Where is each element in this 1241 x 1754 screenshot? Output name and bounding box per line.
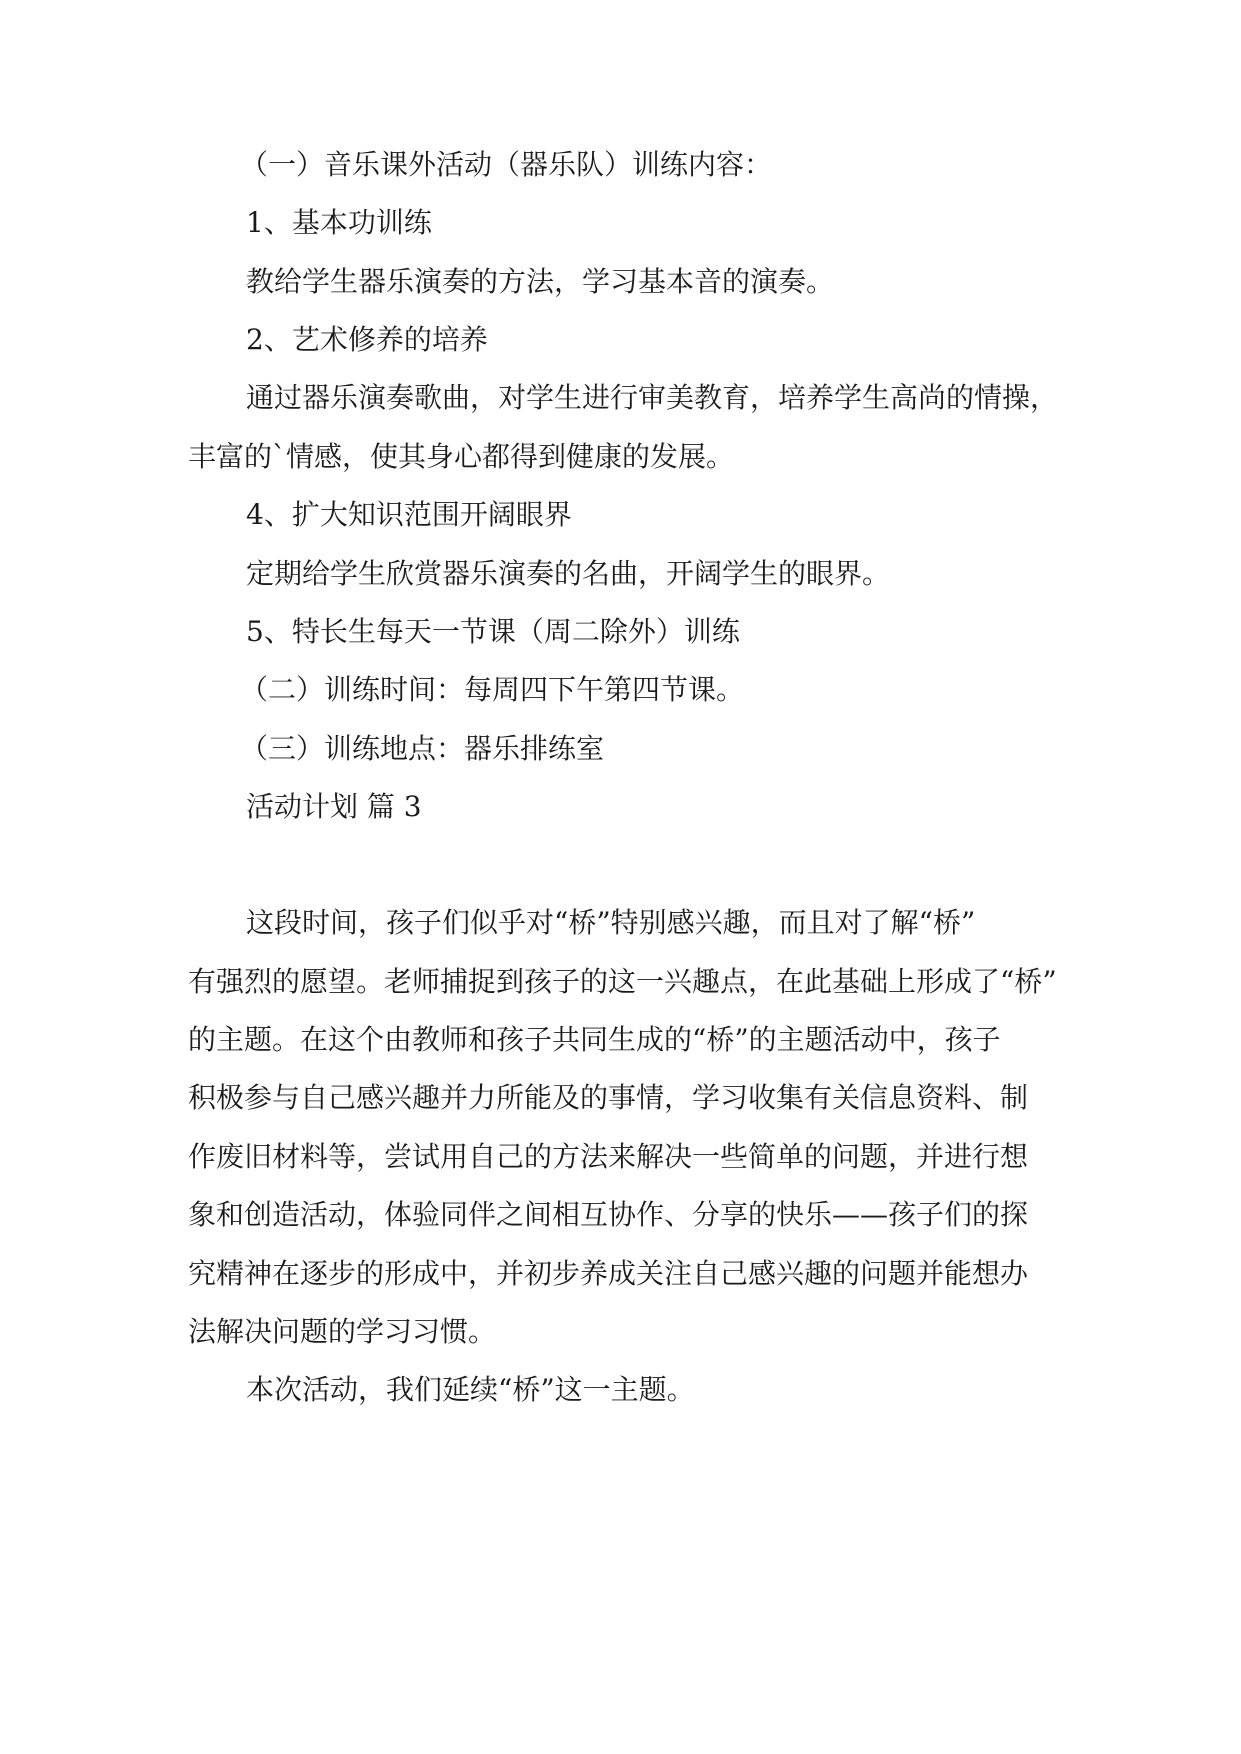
- paragraph-art-cultivation-line-2: 丰富的`情感，使其身心都得到健康的发展。: [188, 440, 735, 473]
- paragraph-bridge-line-6: 象和创造活动，体验同伴之间相互协作、分享的快乐——孩子们的探: [188, 1198, 1029, 1231]
- paragraph-bridge-line-2: 有强烈的愿望。老师捕捉到孩子的这一兴趣点，在此基础上形成了“桥”: [188, 965, 1057, 998]
- paragraph-continue-theme: 本次活动，我们延续“桥”这一主题。: [246, 1373, 695, 1406]
- item-art-cultivation: 2、艺术修养的培养: [246, 323, 488, 356]
- item-specialty-students: 5、特长生每天一节课（周二除外）训练: [246, 615, 740, 648]
- section-title-activity-plan-3: 活动计划 篇 3: [246, 790, 422, 823]
- paragraph-art-cultivation-line-1: 通过器乐演奏歌曲，对学生进行审美教育，培养学生高尚的情操，: [246, 381, 1059, 414]
- paragraph-bridge-line-7: 究精神在逐步的形成中，并初步养成关注自己感兴趣的问题并能想办: [188, 1257, 1029, 1290]
- heading-training-time: （二）训练时间：每周四下午第四节课。: [240, 673, 745, 706]
- paragraph-bridge-line-3: 的主题。在这个由教师和孩子共同生成的“桥”的主题活动中，孩子: [188, 1023, 1001, 1056]
- paragraph-broaden-knowledge: 定期给学生欣赏器乐演奏的名曲，开阔学生的眼界。: [246, 557, 891, 590]
- paragraph-bridge-line-5: 作废旧材料等，尝试用自己的方法来解决一些简单的问题，并进行想: [188, 1140, 1029, 1173]
- paragraph-bridge-line-1: 这段时间，孩子们似乎对“桥”特别感兴趣，而且对了解“桥”: [246, 906, 976, 939]
- paragraph-bridge-line-4: 积极参与自己感兴趣并力所能及的事情，学习收集有关信息资料、制: [188, 1081, 1029, 1114]
- heading-training-content: （一）音乐课外活动（器乐队）训练内容：: [240, 148, 773, 181]
- item-basic-skills: 1、基本功训练: [246, 206, 432, 239]
- item-broaden-knowledge: 4、扩大知识范围开阔眼界: [246, 498, 572, 531]
- paragraph-bridge-line-8: 法解决问题的学习习惯。: [188, 1315, 497, 1348]
- paragraph-basic-skills: 教给学生器乐演奏的方法，学习基本音的演奏。: [246, 265, 835, 298]
- heading-training-location: （三）训练地点：器乐排练室: [240, 732, 605, 765]
